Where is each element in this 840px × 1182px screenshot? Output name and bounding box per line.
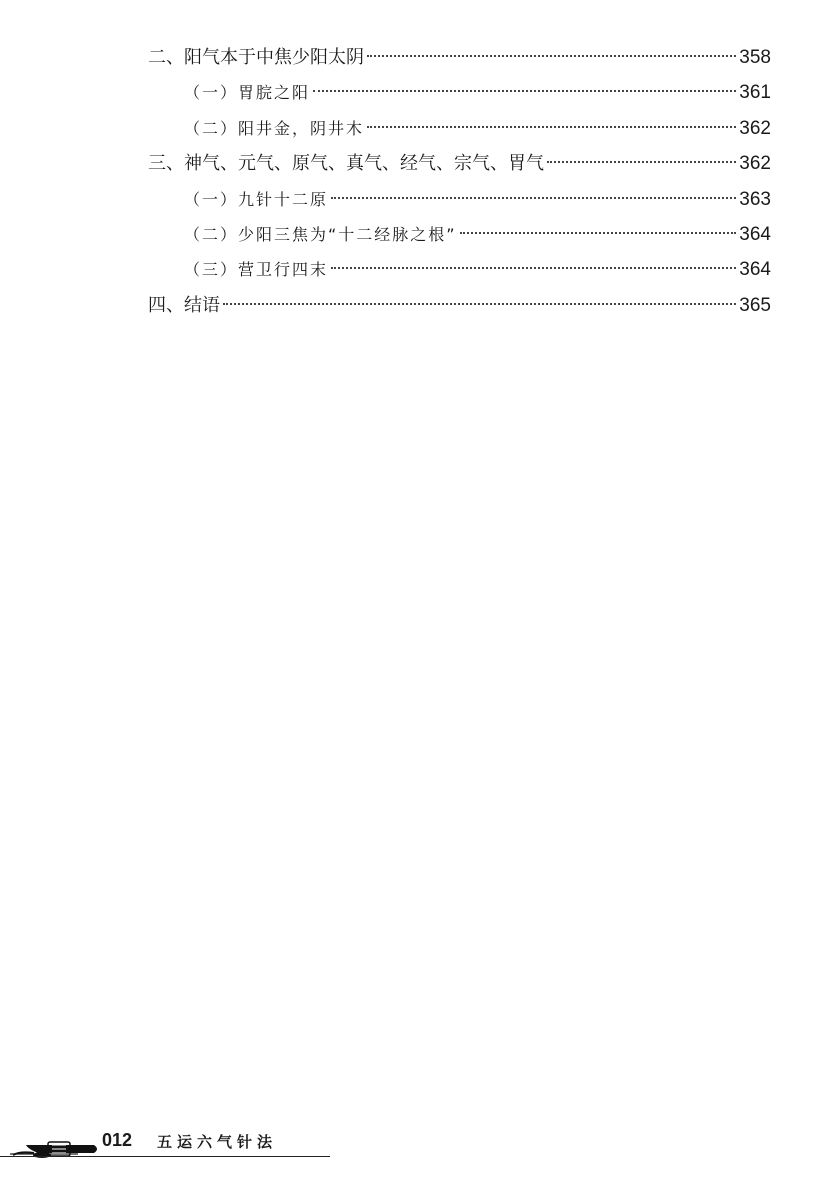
footer-divider bbox=[0, 1156, 330, 1157]
toc-entry[interactable] bbox=[148, 182, 771, 217]
toc-entry[interactable] bbox=[148, 111, 771, 146]
page-footer bbox=[0, 1126, 340, 1166]
dot-leader bbox=[547, 161, 736, 163]
toc-entry-page: 361 bbox=[739, 82, 771, 104]
toc-entry-page: 362 bbox=[739, 117, 771, 139]
toc-entry[interactable] bbox=[148, 40, 771, 75]
dot-leader bbox=[331, 267, 736, 269]
dot-leader bbox=[460, 232, 737, 234]
page-number: 012 bbox=[102, 1130, 133, 1150]
toc-entry-title: （二）少阳三焦为“十二经脉之根” bbox=[184, 224, 457, 244]
toc-entry-title: 四、结语 bbox=[148, 294, 220, 316]
toc-entry-title: （一）九针十二原 bbox=[184, 189, 329, 209]
dot-leader bbox=[367, 126, 736, 128]
dot-leader bbox=[367, 55, 736, 57]
toc-entry-page: 364 bbox=[739, 223, 771, 245]
toc-entry-title: （一）胃脘之阳 bbox=[184, 83, 311, 103]
toc-entry-title: 二、阳气本于中焦少阳太阴 bbox=[148, 47, 364, 68]
toc-entry-page: 358 bbox=[739, 47, 771, 68]
dot-leader bbox=[223, 303, 736, 305]
toc-entry[interactable] bbox=[148, 75, 771, 110]
toc-entry-page: 363 bbox=[739, 188, 771, 210]
toc-entry[interactable] bbox=[148, 217, 771, 252]
toc-entry-title: （二）阳井金，阴井木 bbox=[184, 118, 365, 138]
toc-entry-title: （三）营卫行四末 bbox=[184, 260, 329, 280]
toc-entry-page: 362 bbox=[739, 153, 771, 175]
toc-entry-title: 三、神气、元气、原气、真气、经气、宗气、胃气 bbox=[148, 153, 544, 175]
toc-entry[interactable] bbox=[148, 146, 771, 181]
toc-entry-page: 364 bbox=[739, 259, 771, 281]
table-of-contents bbox=[148, 40, 771, 323]
toc-entry[interactable] bbox=[148, 288, 771, 323]
toc-entry-page: 365 bbox=[739, 294, 771, 316]
dot-leader bbox=[331, 197, 736, 199]
toc-entry[interactable] bbox=[148, 252, 771, 287]
dot-leader bbox=[313, 90, 736, 92]
book-title: 五运六气针法 bbox=[157, 1133, 278, 1151]
